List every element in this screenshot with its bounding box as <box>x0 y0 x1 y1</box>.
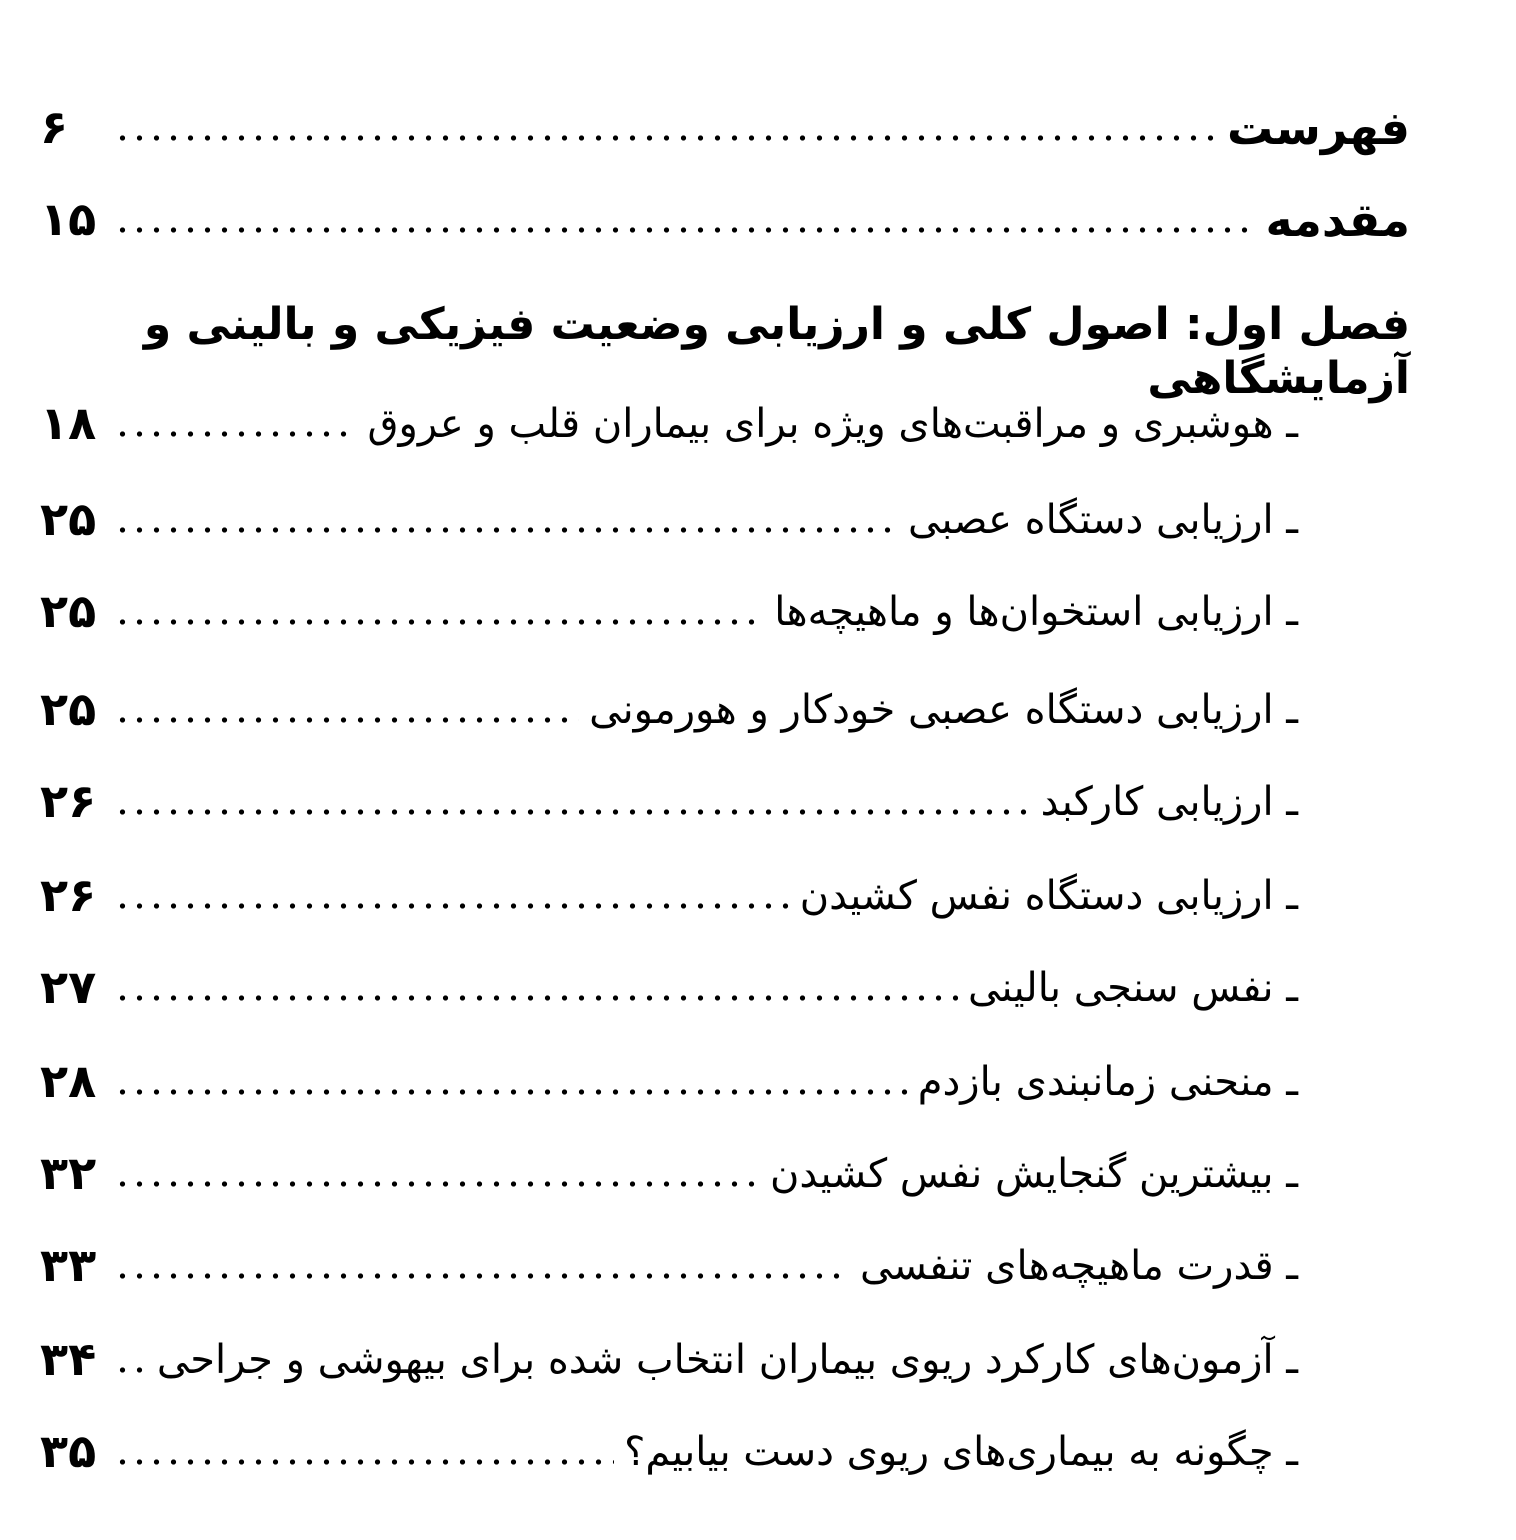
toc-item-page: ۲۵ <box>40 682 97 736</box>
dot-leader <box>114 618 764 626</box>
toc-item-page: ۲۸ <box>40 1054 97 1108</box>
toc-item-page: ۳۲ <box>40 1146 97 1200</box>
dot-leader <box>114 526 898 534</box>
toc-item-page: ۲۶ <box>40 868 97 922</box>
dot-leader <box>114 808 1031 816</box>
toc-item[interactable] <box>40 766 1410 826</box>
toc-entry-contents[interactable] <box>40 92 1410 155</box>
toc-entry-page: ۶ <box>40 100 69 154</box>
toc-item-title: ـ نفس سنجی بالینی <box>968 965 1298 1011</box>
dot-leader <box>114 1088 908 1096</box>
dot-leader <box>114 134 1217 142</box>
toc-item-title: ـ ارزیابی استخوان‌ها و ماهیچه‌ها <box>774 589 1298 635</box>
toc-item-title: ـ قدرت ماهیچه‌های تنفسی <box>859 1243 1298 1289</box>
toc-item-title: ـ ارزیابی کارکبد <box>1040 779 1298 825</box>
toc-entry-title: مقدمه <box>1265 193 1410 247</box>
toc-item-page: ۳۴ <box>40 1332 97 1386</box>
dot-leader <box>114 226 1255 234</box>
toc-item[interactable] <box>40 952 1410 1012</box>
dot-leader <box>114 1180 760 1188</box>
toc-item-title: ـ ارزیابی دستگاه نفس کشیدن <box>799 873 1298 919</box>
toc-item-page: ۲۵ <box>40 492 97 546</box>
toc-item-title: ـ ارزیابی دستگاه عصبی خودکار و هورمونی <box>589 687 1298 733</box>
toc-item[interactable] <box>40 576 1410 636</box>
dot-leader <box>114 1366 147 1374</box>
toc-item[interactable] <box>40 860 1410 920</box>
chapter-heading: فصل اول: اصول کلی و ارزیابی وضعیت فیزیکی و بالینی و آزمایشگاهی <box>143 299 1410 404</box>
dot-leader <box>114 430 357 438</box>
toc-item-page: ۲۶ <box>40 774 97 828</box>
toc-item-title: ـ هوشبری و مراقبت‌های ویژه برای بیماران قلب و عروق <box>367 401 1298 447</box>
toc-item[interactable] <box>40 1324 1410 1384</box>
dot-leader <box>114 1458 614 1466</box>
toc-item-title: ـ منحنی زمانبندی بازدم <box>917 1059 1298 1105</box>
toc-item[interactable] <box>40 388 1410 448</box>
toc-item[interactable] <box>40 484 1410 544</box>
dot-leader <box>114 716 579 724</box>
toc-item[interactable] <box>40 1046 1410 1106</box>
toc-item-title: ـ بیشترین گنجایش نفس کشیدن <box>770 1151 1298 1197</box>
toc-entry-introduction[interactable] <box>40 184 1410 247</box>
dot-leader <box>114 1272 850 1280</box>
toc-item-title: ـ چگونه به بیماری‌های ریوی دست بیابیم؟ <box>624 1429 1298 1475</box>
toc-item-page: ۲۵ <box>40 584 97 638</box>
toc-item-title: ـ آزمون‌های کارکرد ریوی بیماران انتخاب شده برای بیهوشی و جراحی <box>156 1337 1298 1383</box>
toc-entry-title: فهرست <box>1226 101 1410 155</box>
toc-item[interactable] <box>40 1230 1410 1290</box>
toc-item-title: ـ ارزیابی دستگاه عصبی <box>908 497 1298 543</box>
dot-leader <box>114 994 958 1002</box>
toc-entry-page: ۱۵ <box>40 192 97 246</box>
toc-item[interactable] <box>40 674 1410 734</box>
toc-item[interactable] <box>40 1416 1410 1476</box>
toc-item-page: ۳۵ <box>40 1424 97 1478</box>
toc-item[interactable] <box>40 1138 1410 1198</box>
dot-leader <box>114 902 790 910</box>
toc-item-page: ۲۷ <box>40 960 97 1014</box>
toc-item-page: ۳۳ <box>40 1238 97 1292</box>
toc-item-page: ۱۸ <box>40 396 97 450</box>
